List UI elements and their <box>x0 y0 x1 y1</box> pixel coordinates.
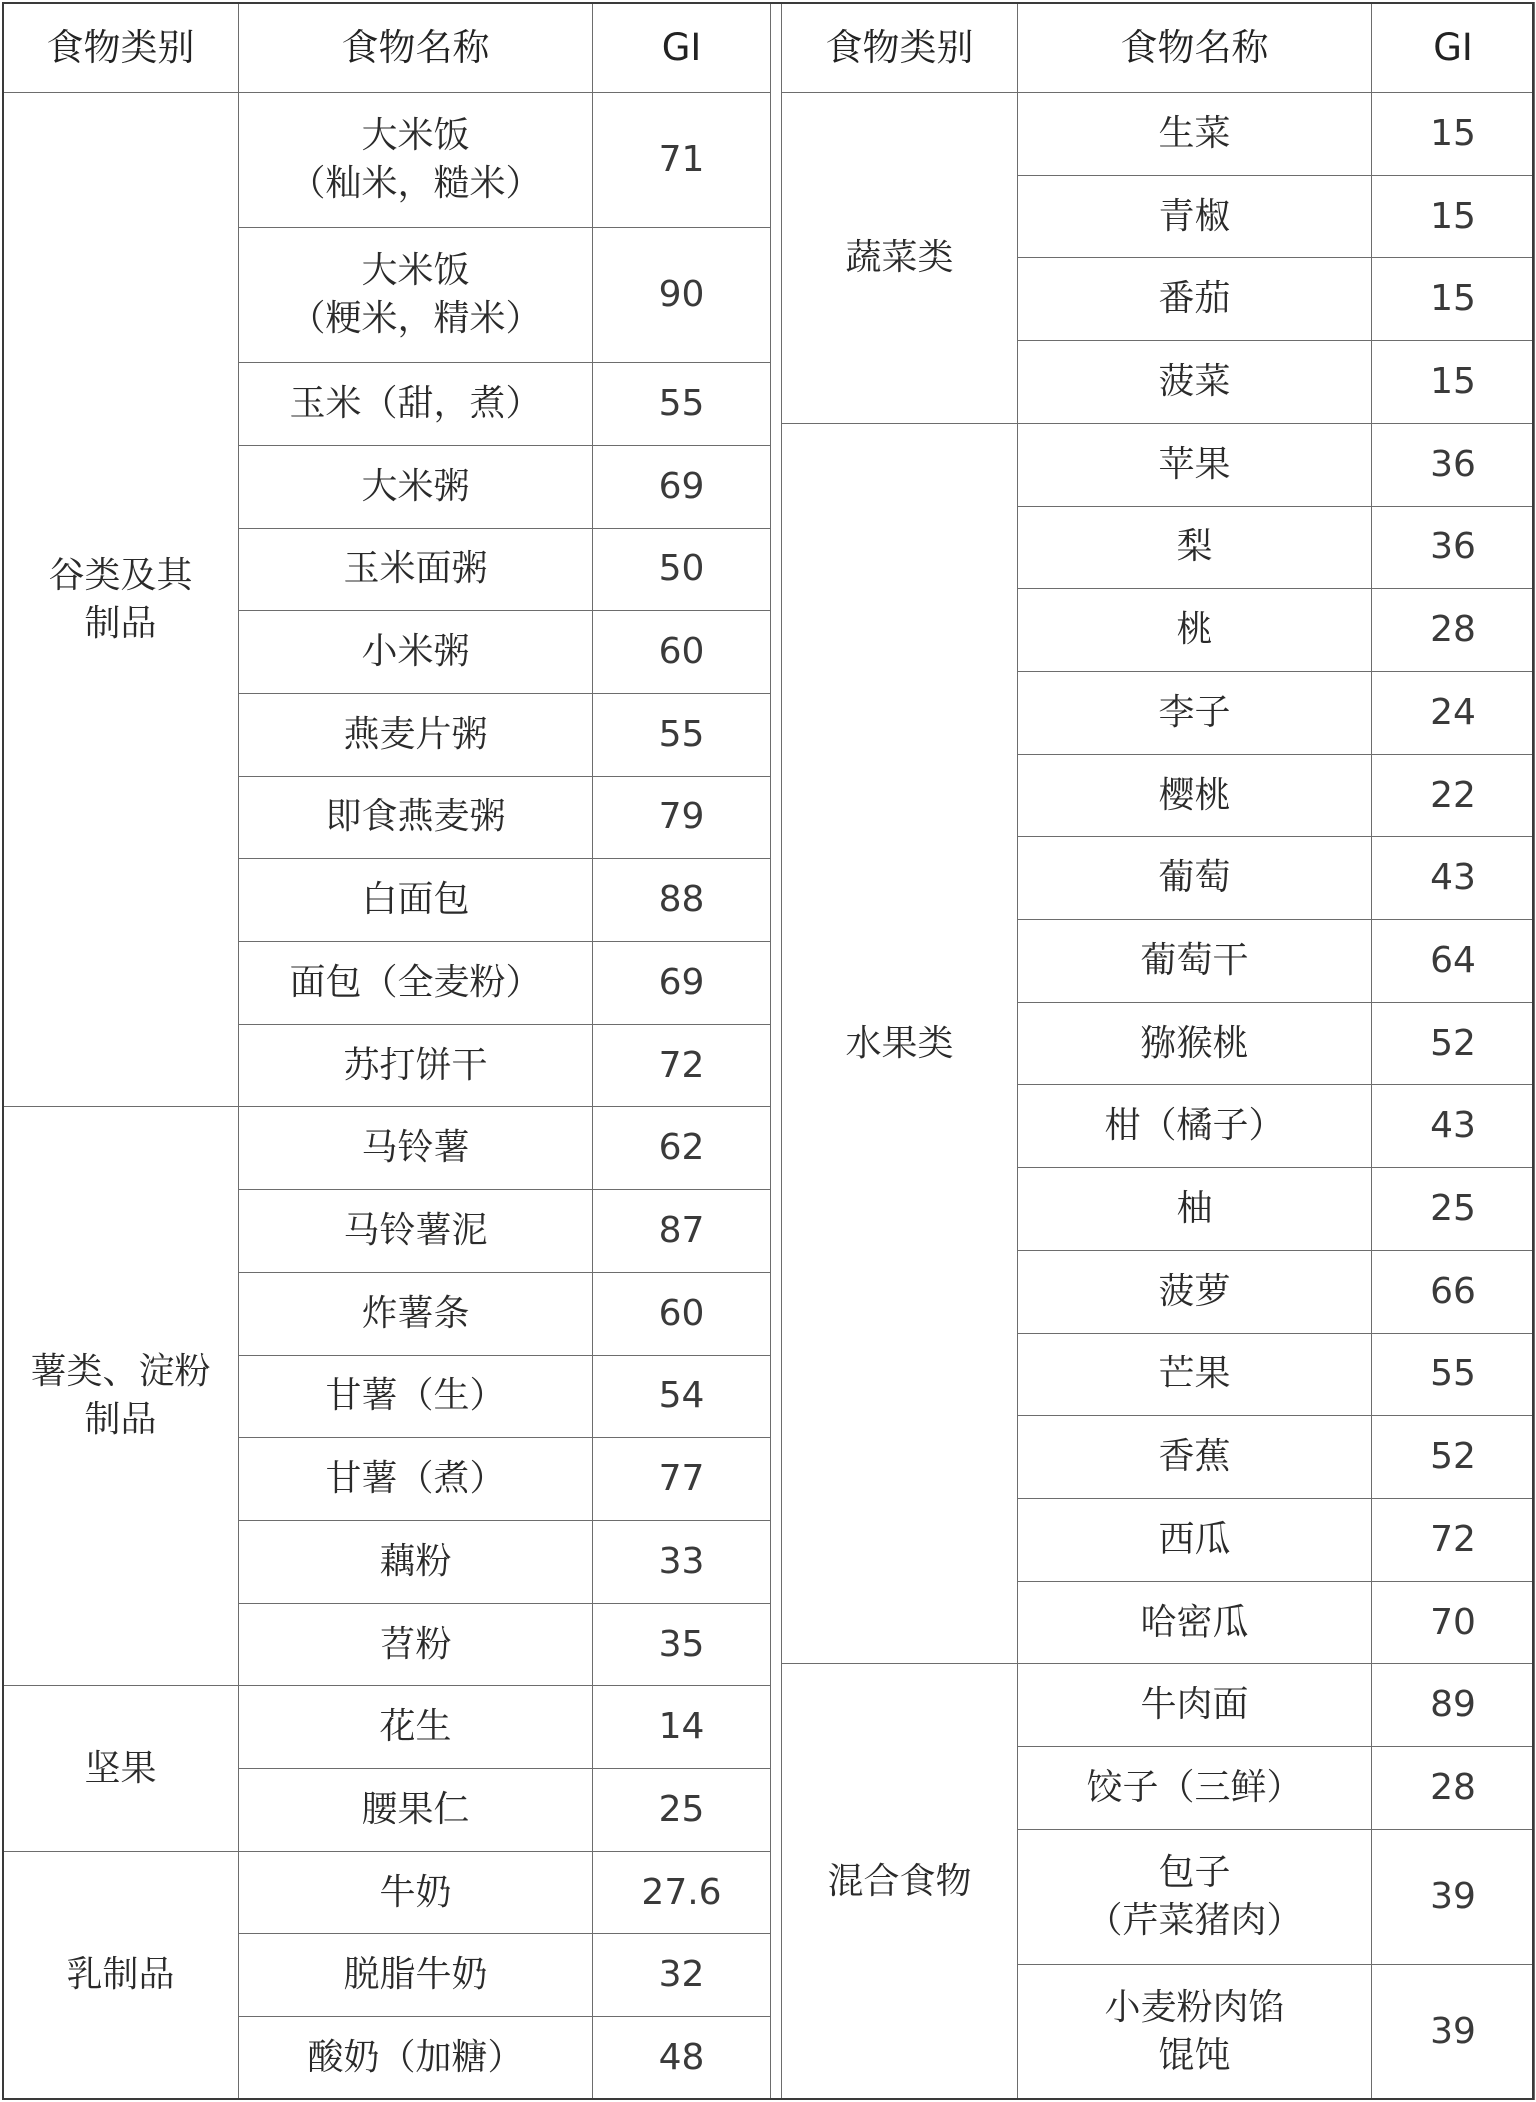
food-name-cell: 牛肉面 <box>1018 1664 1372 1747</box>
food-name-cell: 芒果 <box>1018 1333 1372 1416</box>
category-cell: 乳制品 <box>3 1851 239 2099</box>
gi-value-cell: 28 <box>1372 1747 1535 1830</box>
gi-table-left <box>2 2 771 2100</box>
food-name-cell: 马铃薯 <box>239 1107 593 1190</box>
gi-value-cell: 15 <box>1372 258 1535 341</box>
gi-value-cell: 55 <box>593 693 771 776</box>
food-name-cell: 柑（橘子） <box>1018 1085 1372 1168</box>
header-category: 食物类别 <box>3 3 239 93</box>
food-name-cell: 甘薯（煮） <box>239 1438 593 1521</box>
gi-value-cell: 25 <box>1372 1168 1535 1251</box>
gi-value-cell: 15 <box>1372 93 1535 176</box>
gi-value-cell: 48 <box>593 2017 771 2100</box>
food-name-cell: 猕猴桃 <box>1018 1002 1372 1085</box>
food-name-cell: 腰果仁 <box>239 1769 593 1852</box>
food-name-cell: 燕麦片粥 <box>239 693 593 776</box>
gi-value-cell: 88 <box>593 859 771 942</box>
food-name-cell: 包子 （芹菜猪肉） <box>1018 1829 1372 1964</box>
table-row <box>782 423 1535 506</box>
food-name-cell: 面包（全麦粉） <box>239 942 593 1025</box>
gi-value-cell: 79 <box>593 776 771 859</box>
gi-value-cell: 33 <box>593 1520 771 1603</box>
food-name-cell: 大米饭 （粳米，精米） <box>239 228 593 363</box>
food-name-cell: 大米饭 （籼米，糙米） <box>239 93 593 228</box>
gi-value-cell: 70 <box>1372 1581 1535 1664</box>
gi-value-cell: 64 <box>1372 920 1535 1003</box>
food-name-cell: 菠萝 <box>1018 1250 1372 1333</box>
gi-value-cell: 36 <box>1372 506 1535 589</box>
food-name-cell: 饺子（三鲜） <box>1018 1747 1372 1830</box>
table-row <box>782 93 1535 176</box>
category-cell: 蔬菜类 <box>782 93 1018 424</box>
food-name-cell: 大米粥 <box>239 445 593 528</box>
food-name-cell: 番茄 <box>1018 258 1372 341</box>
category-cell: 坚果 <box>3 1686 239 1851</box>
gi-value-cell: 90 <box>593 228 771 363</box>
food-name-cell: 小麦粉肉馅 馄饨 <box>1018 1964 1372 2099</box>
food-name-cell: 哈密瓜 <box>1018 1581 1372 1664</box>
gi-value-cell: 43 <box>1372 837 1535 920</box>
gi-value-cell: 39 <box>1372 1829 1535 1964</box>
gi-value-cell: 60 <box>593 1272 771 1355</box>
gi-value-cell: 28 <box>1372 589 1535 672</box>
table-row <box>3 93 771 228</box>
gi-value-cell: 14 <box>593 1686 771 1769</box>
food-name-cell: 葡萄 <box>1018 837 1372 920</box>
food-name-cell: 甘薯（生） <box>239 1355 593 1438</box>
food-name-cell: 梨 <box>1018 506 1372 589</box>
food-name-cell: 玉米面粥 <box>239 528 593 611</box>
food-name-cell: 苏打饼干 <box>239 1024 593 1107</box>
table-row <box>3 1107 771 1190</box>
food-name-cell: 桃 <box>1018 589 1372 672</box>
food-name-cell: 香蕉 <box>1018 1416 1372 1499</box>
food-name-cell: 李子 <box>1018 671 1372 754</box>
gi-table-right <box>781 2 1535 2100</box>
gi-value-cell: 66 <box>1372 1250 1535 1333</box>
food-name-cell: 玉米（甜，煮） <box>239 363 593 446</box>
food-name-cell: 酸奶（加糖） <box>239 2017 593 2100</box>
gi-value-cell: 43 <box>1372 1085 1535 1168</box>
food-name-cell: 藕粉 <box>239 1520 593 1603</box>
food-name-cell: 樱桃 <box>1018 754 1372 837</box>
gi-value-cell: 32 <box>593 1934 771 2017</box>
food-name-cell: 白面包 <box>239 859 593 942</box>
food-name-cell: 西瓜 <box>1018 1498 1372 1581</box>
food-name-cell: 柚 <box>1018 1168 1372 1251</box>
header-row <box>782 3 1535 93</box>
gi-value-cell: 55 <box>1372 1333 1535 1416</box>
gi-value-cell: 71 <box>593 93 771 228</box>
gi-value-cell: 72 <box>593 1024 771 1107</box>
gi-value-cell: 50 <box>593 528 771 611</box>
gi-value-cell: 36 <box>1372 423 1535 506</box>
category-cell: 水果类 <box>782 423 1018 1664</box>
table-row <box>782 1664 1535 1747</box>
gi-value-cell: 15 <box>1372 175 1535 258</box>
food-name-cell: 即食燕麦粥 <box>239 776 593 859</box>
gi-value-cell: 69 <box>593 445 771 528</box>
category-cell: 薯类、淀粉 制品 <box>3 1107 239 1686</box>
food-name-cell: 牛奶 <box>239 1851 593 1934</box>
food-name-cell: 生菜 <box>1018 93 1372 176</box>
header-gi: GI <box>593 3 771 93</box>
gi-value-cell: 39 <box>1372 1964 1535 2099</box>
header-food-name: 食物名称 <box>1018 3 1372 93</box>
header-gi: GI <box>1372 3 1535 93</box>
gi-table-page <box>2 2 1534 2100</box>
food-name-cell: 苹果 <box>1018 423 1372 506</box>
category-cell: 混合食物 <box>782 1664 1018 2100</box>
gi-value-cell: 52 <box>1372 1416 1535 1499</box>
food-name-cell: 脱脂牛奶 <box>239 1934 593 2017</box>
gi-value-cell: 72 <box>1372 1498 1535 1581</box>
gi-value-cell: 62 <box>593 1107 771 1190</box>
table-row <box>3 1686 771 1769</box>
header-row <box>3 3 771 93</box>
header-category: 食物类别 <box>782 3 1018 93</box>
food-name-cell: 炸薯条 <box>239 1272 593 1355</box>
gi-value-cell: 25 <box>593 1769 771 1852</box>
food-name-cell: 菠菜 <box>1018 341 1372 424</box>
food-name-cell: 马铃薯泥 <box>239 1190 593 1273</box>
food-name-cell: 青椒 <box>1018 175 1372 258</box>
gi-value-cell: 35 <box>593 1603 771 1686</box>
gi-value-cell: 52 <box>1372 1002 1535 1085</box>
gi-value-cell: 54 <box>593 1355 771 1438</box>
gi-value-cell: 89 <box>1372 1664 1535 1747</box>
table-row <box>3 1851 771 1934</box>
gi-value-cell: 77 <box>593 1438 771 1521</box>
category-cell: 谷类及其 制品 <box>3 93 239 1107</box>
gi-value-cell: 24 <box>1372 671 1535 754</box>
food-name-cell: 小米粥 <box>239 611 593 694</box>
gi-value-cell: 22 <box>1372 754 1535 837</box>
food-name-cell: 苕粉 <box>239 1603 593 1686</box>
gi-value-cell: 55 <box>593 363 771 446</box>
header-food-name: 食物名称 <box>239 3 593 93</box>
column-gap <box>771 2 781 2100</box>
gi-value-cell: 60 <box>593 611 771 694</box>
gi-value-cell: 15 <box>1372 341 1535 424</box>
food-name-cell: 花生 <box>239 1686 593 1769</box>
gi-value-cell: 69 <box>593 942 771 1025</box>
food-name-cell: 葡萄干 <box>1018 920 1372 1003</box>
gi-value-cell: 27.6 <box>593 1851 771 1934</box>
gi-value-cell: 87 <box>593 1190 771 1273</box>
